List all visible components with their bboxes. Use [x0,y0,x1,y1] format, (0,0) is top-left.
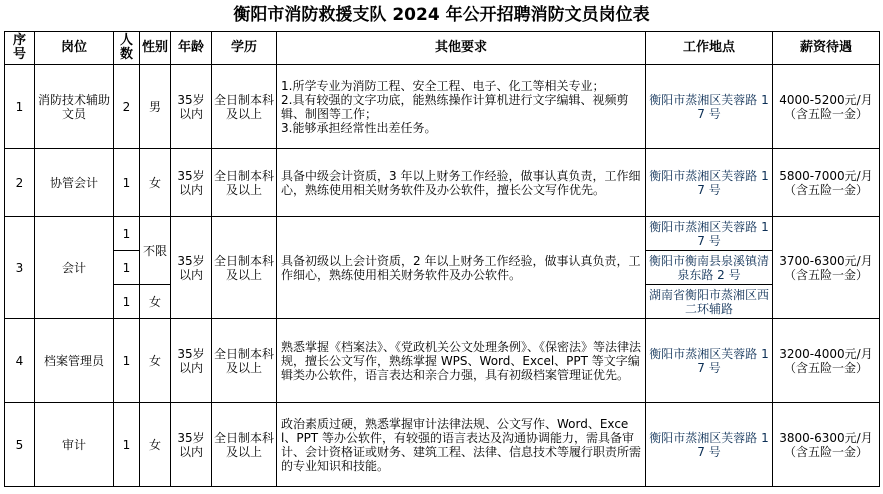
cell-age: 35岁以内 [171,403,212,487]
header-location: 工作地点 [646,32,773,65]
cell-age: 35岁以内 [171,319,212,403]
cell-requirements: 具备中级会计资质，3 年以上财务工作经验，做事认真负责，工作细心，熟练使用相关财务软件及办公软件，擅长公文写作优先。 [277,149,646,217]
positions-table [4,31,880,487]
cell-salary: 5800-7000元/月（含五险一金） [773,149,880,217]
cell-position: 协管会计 [35,149,114,217]
cell-salary: 3200-4000元/月（含五险一金） [773,319,880,403]
cell-seq: 2 [5,149,35,217]
cell-seq: 1 [5,65,35,149]
cell-education: 全日制本科及以上 [212,403,277,487]
cell-position: 消防技术辅助文员 [35,65,114,149]
cell-position: 审计 [35,403,114,487]
cell-count: 1 [114,251,140,285]
table-row [5,319,880,403]
header-education: 学历 [212,32,277,65]
cell-location: 衡阳市衡南县泉溪镇清泉东路 2 号 [646,251,773,285]
cell-requirements: 1.所学专业为消防工程、安全工程、电子、化工等相关专业； 2.具有较强的文字功底，能熟练操作计算机进行文字编辑、视频剪辑、制图等工作； 3.能够承担经常性出差任务。 [277,65,646,149]
cell-position: 会计 [35,217,114,319]
header-gender: 性别 [140,32,171,65]
cell-education: 全日制本科及以上 [212,149,277,217]
cell-requirements: 具备初级以上会计资质，2 年以上财务工作经验，做事认真负责，工作细心，熟练使用相关财务软件及办公软件。 [277,217,646,319]
cell-seq: 4 [5,319,35,403]
cell-gender: 女 [140,149,171,217]
cell-salary: 3700-6300元/月（含五险一金） [773,217,880,319]
cell-location: 衡阳市蒸湘区芙蓉路 17 号 [646,217,773,251]
cell-position: 档案管理员 [35,319,114,403]
header-row [5,32,880,65]
cell-requirements: 熟悉掌握《档案法》、《党政机关公文处理条例》、《保密法》等法律法规，擅长公文写作，熟练掌握 WPS、Word、Excel、PPT 等文字编辑类办公软件，语言表达和亲合力强，具有初级档案管理证优先。 [277,319,646,403]
table-row [5,65,880,149]
page-title: 衡阳市消防救援支队 2024 年公开招聘消防文员岗位表 [233,5,650,25]
cell-count: 1 [114,319,140,403]
header-seq: 序号 [5,32,35,65]
cell-count: 1 [114,149,140,217]
table-row [5,149,880,217]
cell-count: 1 [114,403,140,487]
header-count: 人数 [114,32,140,65]
cell-location: 湖南省衡阳市蒸湘区西二环辅路 [646,285,773,319]
cell-seq: 3 [5,217,35,319]
cell-count: 1 [114,285,140,319]
cell-location: 衡阳市蒸湘区芙蓉路 17 号 [646,149,773,217]
cell-salary: 3800-6300元/月（含五险一金） [773,403,880,487]
cell-gender: 女 [140,403,171,487]
cell-gender: 女 [140,285,171,319]
cell-gender: 女 [140,319,171,403]
table-row [5,403,880,487]
cell-seq: 5 [5,403,35,487]
cell-education: 全日制本科及以上 [212,217,277,319]
header-age: 年龄 [171,32,212,65]
cell-salary: 4000-5200元/月（含五险一金） [773,65,880,149]
cell-age: 35岁以内 [171,149,212,217]
cell-location: 衡阳市蒸湘区芙蓉路 17 号 [646,319,773,403]
cell-count: 2 [114,65,140,149]
cell-education: 全日制本科及以上 [212,319,277,403]
cell-count: 1 [114,217,140,251]
cell-gender: 不限 [140,217,171,285]
cell-location: 衡阳市蒸湘区芙蓉路 17 号 [646,65,773,149]
header-position: 岗位 [35,32,114,65]
table-row [5,217,880,251]
cell-requirements: 政治素质过硬，熟悉掌握审计法律法规、公文写作、Word、Excel、PPT 等办公软件，有较强的语言表达及沟通协调能力，需具备审计、会计资格证或财务、建筑工程、法律、信息技术等履行职责所需的专业知识和技能。 [277,403,646,487]
cell-education: 全日制本科及以上 [212,65,277,149]
cell-age: 35岁以内 [171,217,212,319]
header-requirements: 其他要求 [277,32,646,65]
cell-age: 35岁以内 [171,65,212,149]
header-salary: 薪资待遇 [773,32,880,65]
cell-location: 衡阳市蒸湘区芙蓉路 17 号 [646,403,773,487]
cell-gender: 男 [140,65,171,149]
